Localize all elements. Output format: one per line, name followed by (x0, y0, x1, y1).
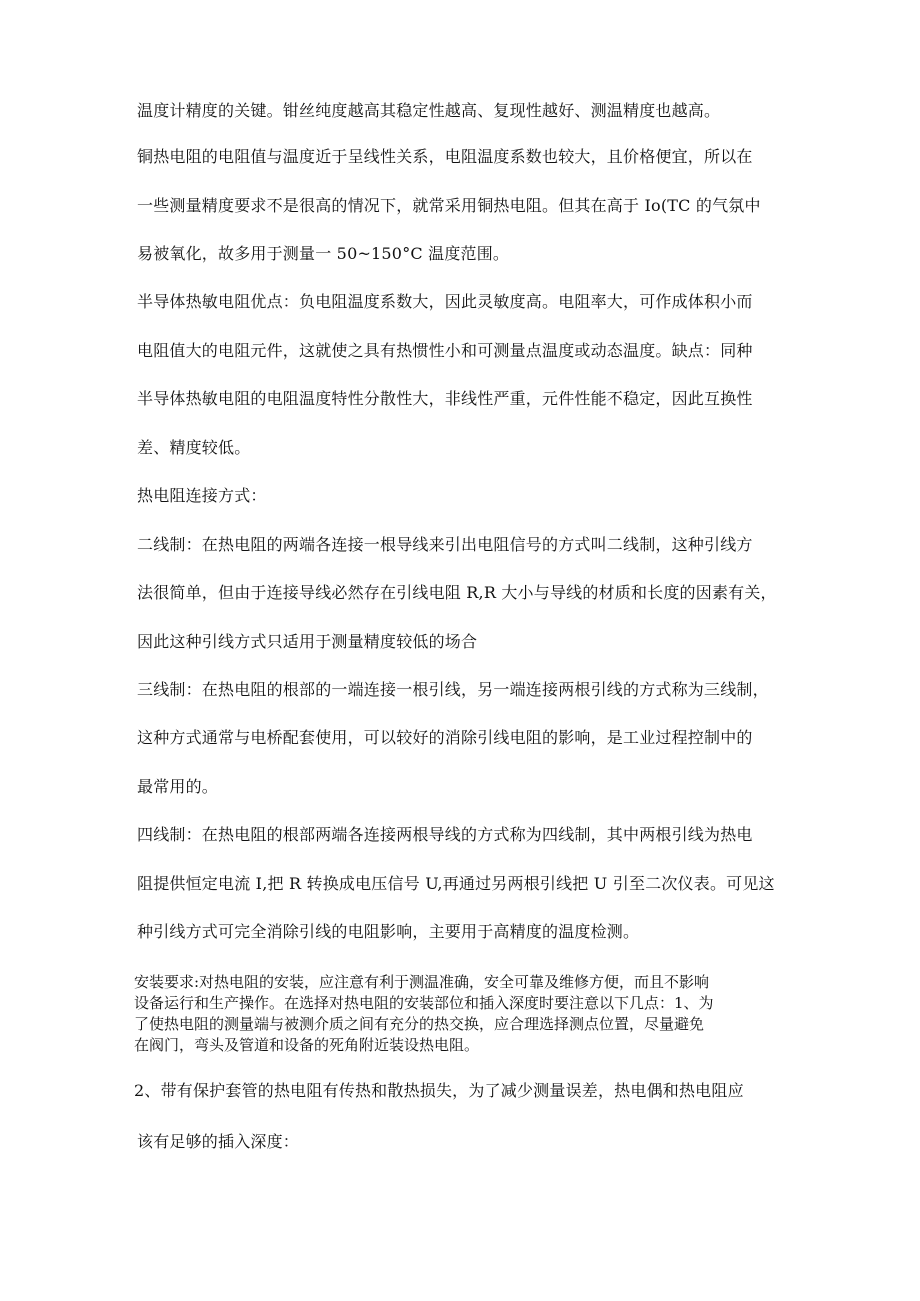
text-line-19: 安装要求:对热电阻的安装，应注意有利于测温准确，安全可靠及维修方便，而且不影响 (134, 973, 710, 991)
text-line-2: 铜热电阻的电阻值与温度近于呈线性关系，电阻温度系数也较大，且价格便宜，所以在 (137, 147, 753, 166)
text-line-16: 四线制：在热电阻的根部两端各连接两根导线的方式称为四线制，其中两根引线为热电 (137, 825, 753, 844)
section-heading: 热电阻连接方式： (137, 486, 267, 505)
text-line-10: 二线制：在热电阻的两端各连接一根导线来引出电阻信号的方式叫二线制，这种引线方 (137, 535, 753, 554)
text-line-21: 了使热电阻的测量端与被测介质之间有充分的热交换，应合理选择测点位置，尽量避免 (134, 1015, 705, 1033)
text-line-7: 半导体热敏电阻的电阻温度特性分散性大，非线性严重，元件性能不稳定，因此互换性 (137, 389, 753, 408)
text-line-12: 因此这种引线方式只适用于测量精度较低的场合 (137, 632, 478, 651)
text-line-5: 半导体热敏电阻优点：负电阻温度系数大，因此灵敏度高。电阻率大，可作成体积小而 (137, 292, 753, 311)
text-line-3: 一些测量精度要求不是很高的情况下，就常采用铜热电阻。但其在高于 Io(TC 的气氛中 (137, 196, 761, 215)
text-line-24: 该有足够的插入深度： (137, 1132, 300, 1151)
text-line-20: 设备运行和生产操作。在选择对热电阻的安装部位和插入深度时要注意以下几点：1、为 (134, 994, 714, 1012)
text-line-1: 温度计精度的关键。钳丝纯度越高其稳定性越高、复现性越好、测温精度也越高。 (137, 101, 721, 120)
text-line-4: 易被氧化，故多用于测量一 50~150°C 温度范围。 (137, 244, 510, 263)
text-line-11: 法很简单，但由于连接导线必然存在引线电阻 R,R 大小与导线的材质和长度的因素有关， (137, 583, 777, 602)
text-line-14: 这种方式通常与电桥配套使用，可以较好的消除引线电阻的影响，是工业过程控制中的 (137, 728, 753, 747)
text-line-23: 2、带有保护套管的热电阻有传热和散热损失，为了减少测量误差，热电偶和热电阻应 (134, 1081, 744, 1100)
text-line-18: 种引线方式可完全消除引线的电阻影响，主要用于高精度的温度检测。 (137, 922, 640, 941)
text-line-8: 差、精度较低。 (137, 438, 251, 457)
text-line-6: 电阻值大的电阻元件，这就使之具有热惯性小和可测量点温度或动态温度。缺点：同种 (137, 341, 753, 360)
text-line-17: 阻提供恒定电流 I,把 R 转换成电压信号 U,再通过另两根引线把 U 引至二次仪表。可见这 (137, 874, 775, 893)
text-line-13: 三线制：在热电阻的根部的一端连接一根引线，另一端连接两根引线的方式称为三线制， (137, 680, 769, 699)
text-line-22: 在阀门，弯头及管道和设备的死角附近装设热电阻。 (134, 1036, 480, 1054)
text-line-15: 最常用的。 (137, 777, 219, 796)
